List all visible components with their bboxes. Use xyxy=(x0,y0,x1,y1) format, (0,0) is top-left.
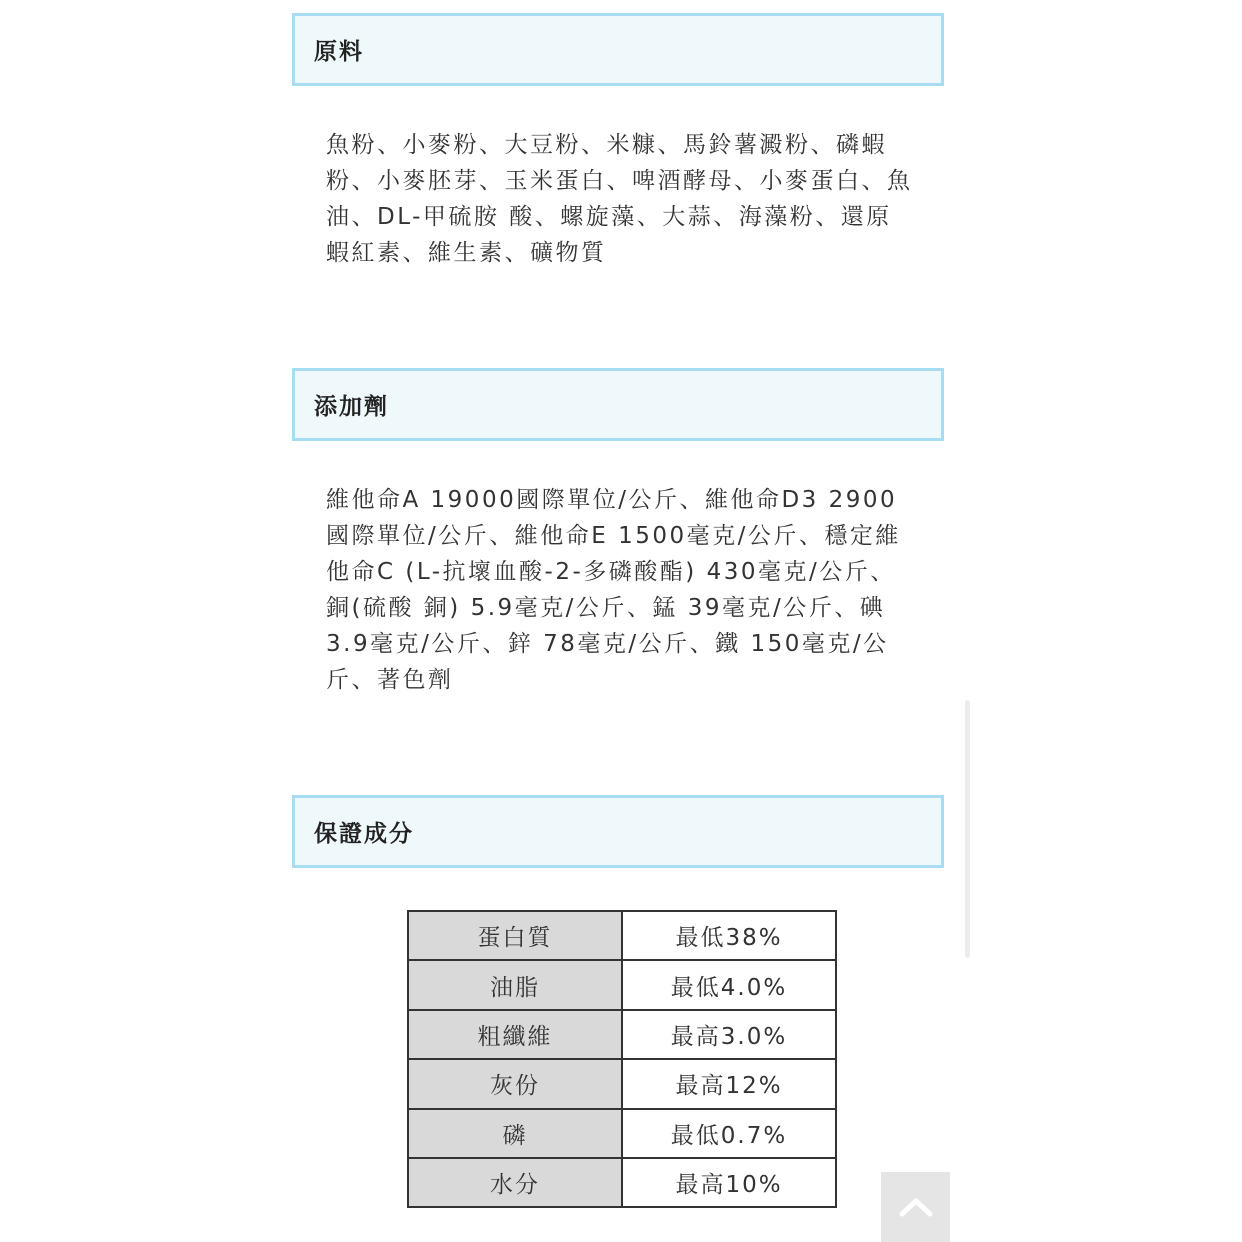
chevron-up-icon xyxy=(899,1197,933,1217)
section-header-guaranteed-analysis xyxy=(292,795,944,868)
analysis-value-cell: 最低0.7% xyxy=(622,1109,836,1158)
section-header-additives xyxy=(292,368,944,441)
table-row xyxy=(408,1109,836,1158)
table-row xyxy=(408,1010,836,1059)
analysis-value-cell: 最低38% xyxy=(622,911,836,960)
analysis-item-cell: 油脂 xyxy=(408,960,622,1009)
additives-text: 維他命A 19000國際單位/公斤、維他命D3 2900國際單位/公斤、維他命E 1500毫克/公斤、穩定維他命C (L-抗壞血酸-2-多磷酸酯) 430毫克/公斤、銅(硫酸 銅) 5.9毫克/公斤、錳 39毫克/公斤、碘 3.9毫克/公斤、鋅 78毫克/公斤、鐵 150毫克/公斤、著色劑 xyxy=(326,487,901,693)
analysis-value-cell: 最高10% xyxy=(622,1158,836,1207)
page-scrollbar[interactable] xyxy=(965,700,970,958)
analysis-value-cell: 最高3.0% xyxy=(622,1010,836,1059)
analysis-value-cell: 最低4.0% xyxy=(622,960,836,1009)
table-row xyxy=(408,1059,836,1108)
section-header-ingredients xyxy=(292,13,944,86)
analysis-item-cell: 磷 xyxy=(408,1109,622,1158)
back-to-top-button[interactable] xyxy=(881,1172,950,1242)
analysis-item-cell: 粗纖維 xyxy=(408,1010,622,1059)
analysis-value-cell: 最高12% xyxy=(622,1059,836,1108)
section-title-guaranteed-analysis: 保證成分 xyxy=(314,821,414,847)
ingredients-text: 魚粉、小麥粉、大豆粉、米糠、馬鈴薯澱粉、磷蝦粉、小麥胚芽、玉米蛋白、啤酒酵母、小麥蛋白、魚油、DL-甲硫胺 酸、螺旋藻、大蒜、海藻粉、還原蝦紅素、維生素、礦物質 xyxy=(326,132,913,266)
table-row xyxy=(408,1158,836,1207)
analysis-item-cell: 水分 xyxy=(408,1158,622,1207)
analysis-item-cell: 蛋白質 xyxy=(408,911,622,960)
section-title-ingredients: 原料 xyxy=(314,39,364,65)
analysis-item-cell: 灰份 xyxy=(408,1059,622,1108)
table-row xyxy=(408,960,836,1009)
section-title-additives: 添加劑 xyxy=(314,394,389,420)
table-row xyxy=(408,911,836,960)
guaranteed-analysis-table xyxy=(407,910,837,1208)
